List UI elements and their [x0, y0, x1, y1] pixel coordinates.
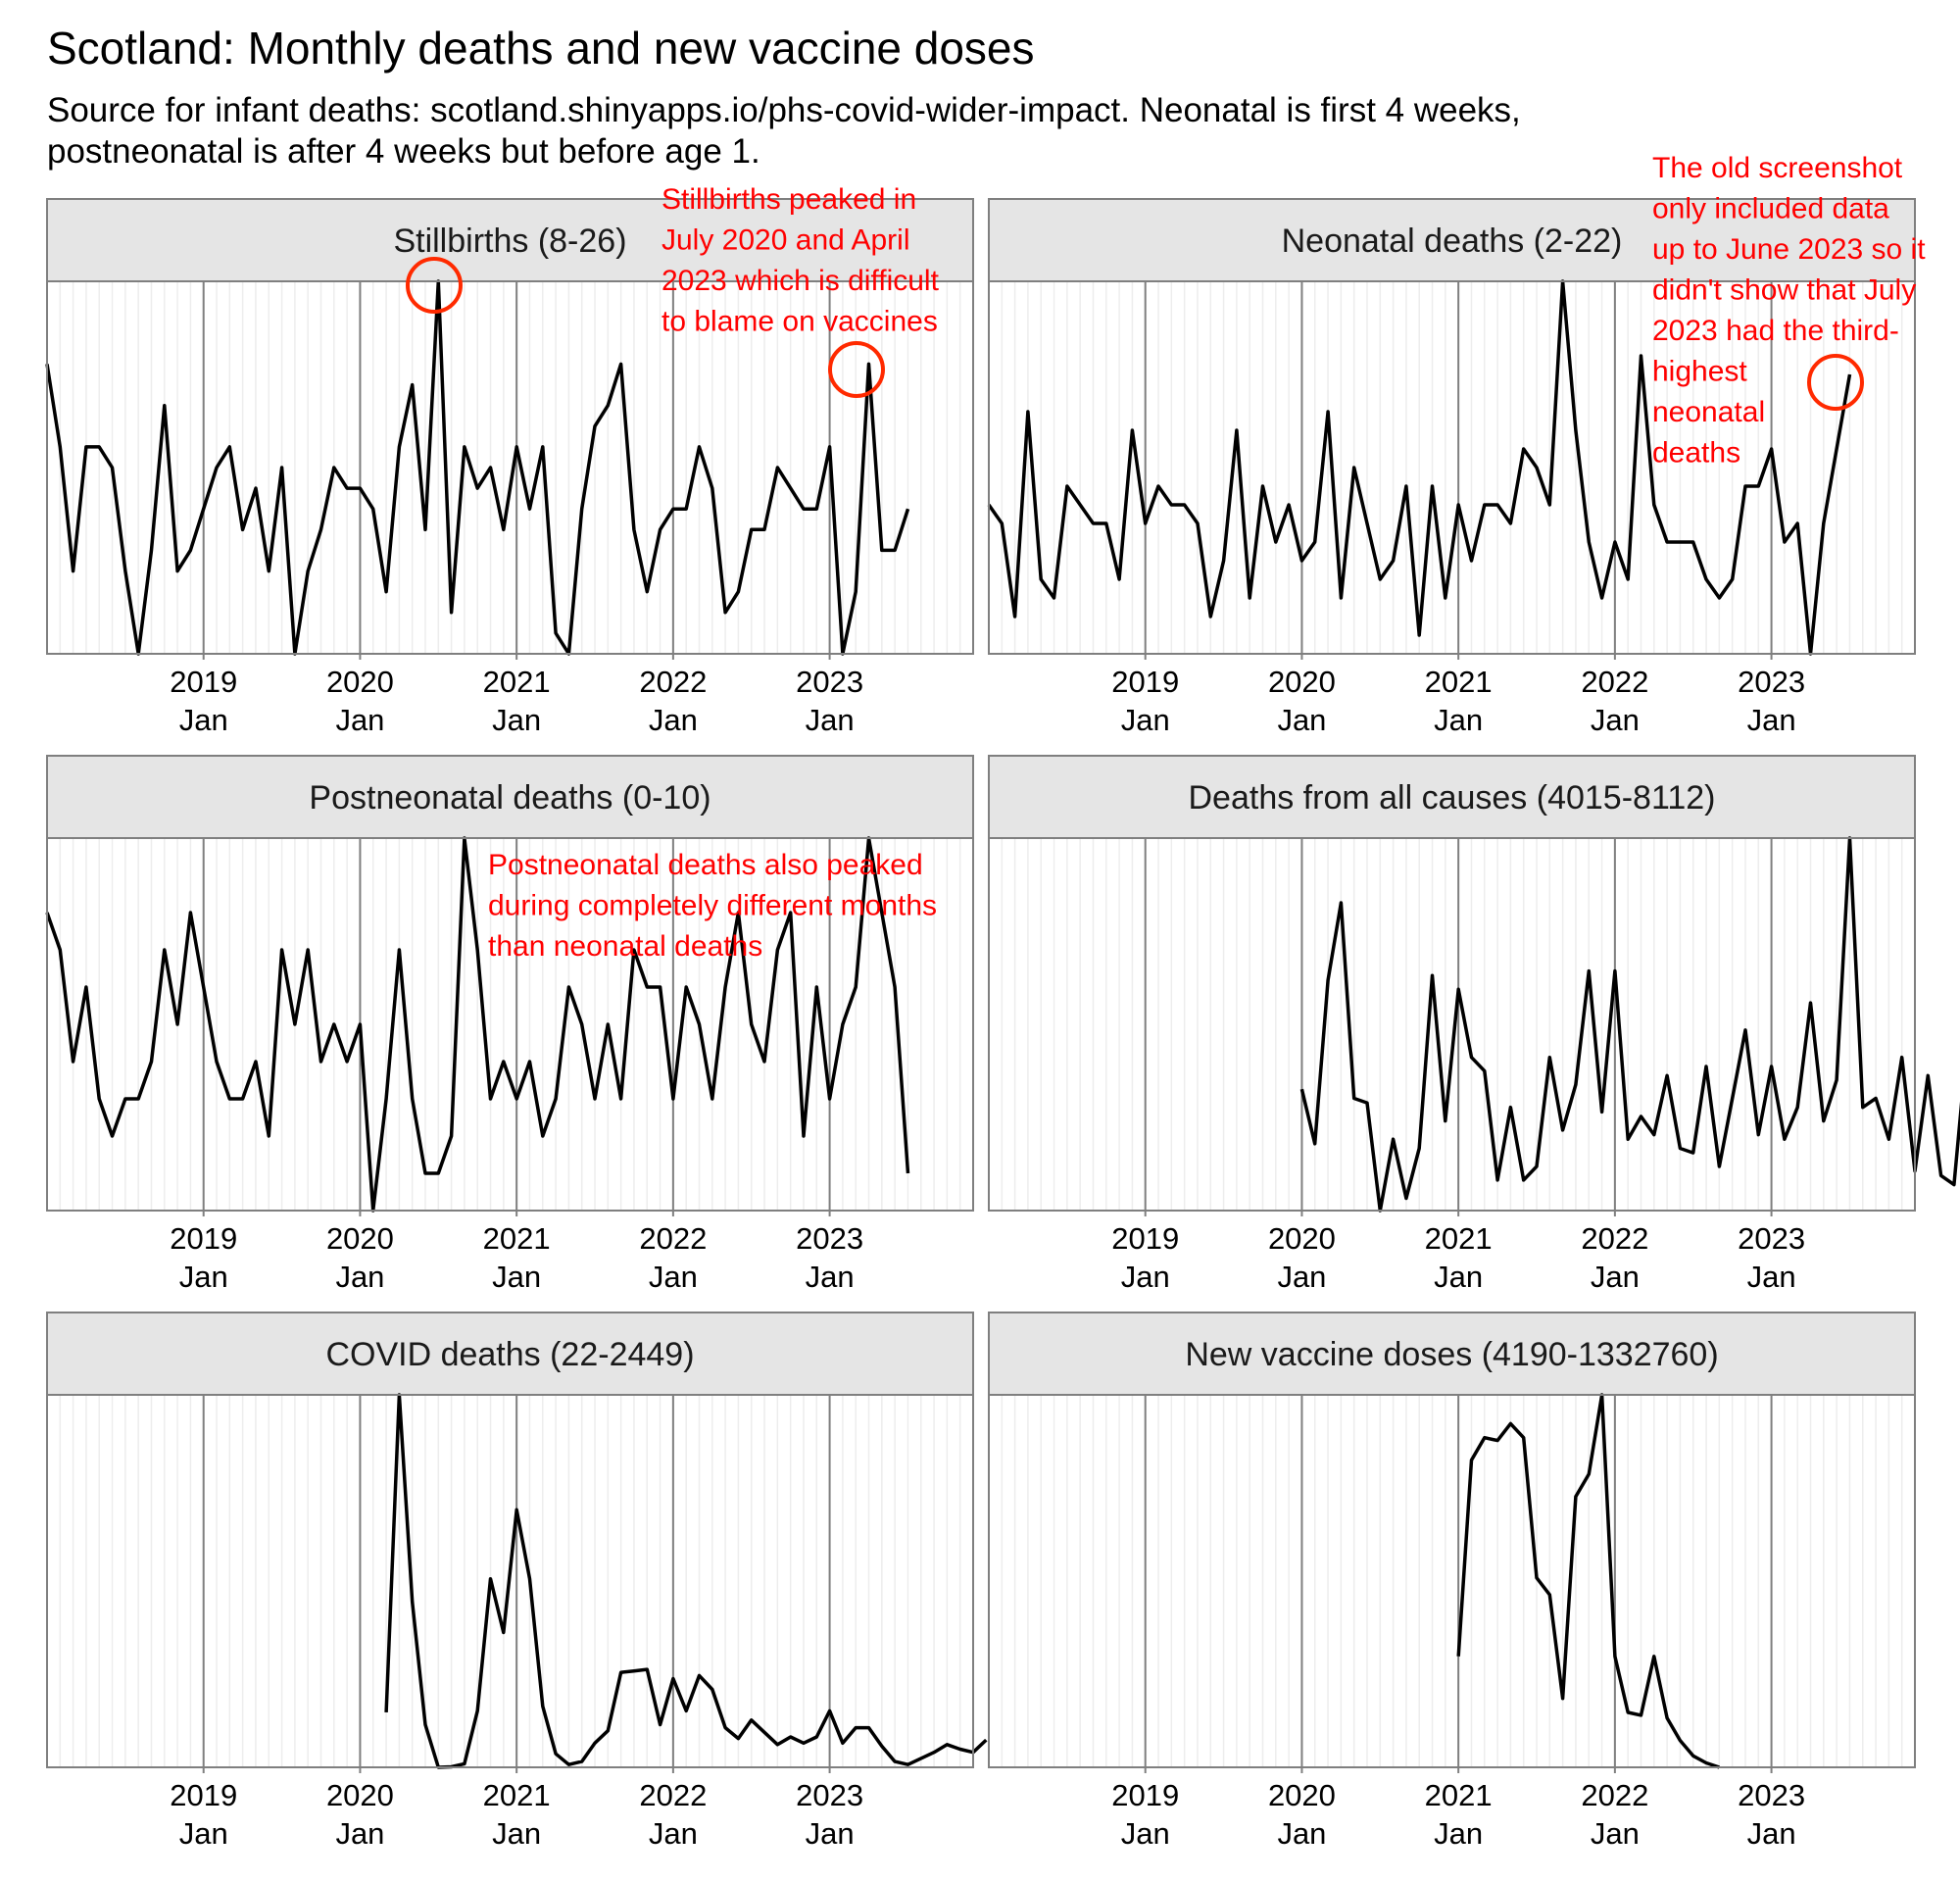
x-tick-label: Jan — [648, 1816, 698, 1851]
x-tick-label: 2023 — [1738, 1778, 1806, 1812]
x-tick-label: 2022 — [1581, 1778, 1649, 1812]
x-tick-label: Jan — [1746, 703, 1796, 737]
x-tick-label: 2019 — [1111, 1778, 1180, 1812]
annotation-text: 2023 had the third- — [1652, 315, 1899, 347]
x-tick-label: Jan — [1120, 1816, 1170, 1851]
annotation-text: up to June 2023 so it — [1652, 233, 1926, 266]
chart-title: Scotland: Monthly deaths and new vaccine doses — [47, 23, 1035, 74]
x-tick-label: Jan — [1434, 1260, 1484, 1294]
x-tick-label: 2022 — [639, 1778, 708, 1812]
x-tick-label: 2020 — [1267, 1221, 1336, 1256]
facet-label: Postneonatal deaths (0-10) — [309, 779, 711, 817]
subtitle-line: postneonatal is after 4 weeks but before age 1. — [47, 132, 760, 171]
x-tick-label: Jan — [648, 1260, 698, 1294]
x-tick-label: Jan — [492, 1816, 542, 1851]
annotation-text: July 2020 and April — [662, 223, 910, 257]
x-tick-label: Jan — [178, 1816, 228, 1851]
x-tick-label: Jan — [492, 1260, 542, 1294]
facet-panel — [47, 1312, 986, 1851]
x-tick-label: Jan — [1120, 703, 1170, 737]
x-tick-label: 2022 — [1581, 665, 1649, 699]
plot-background — [989, 1395, 1915, 1767]
x-tick-label: 2021 — [1424, 1778, 1493, 1812]
x-tick-label: 2022 — [639, 1221, 708, 1256]
x-tick-label: 2019 — [170, 665, 238, 699]
annotation-text: only included data — [1652, 192, 1889, 225]
x-tick-label: 2020 — [325, 665, 394, 699]
x-tick-label: 2022 — [1581, 1221, 1649, 1256]
x-tick-label: 2020 — [325, 1221, 394, 1256]
x-tick-label: 2023 — [796, 1778, 864, 1812]
x-tick-label: Jan — [178, 1260, 228, 1294]
x-tick-label: Jan — [335, 703, 385, 737]
facet-panel — [989, 1312, 1915, 1851]
facet-label: Neonatal deaths (2-22) — [1281, 223, 1623, 260]
x-tick-label: Jan — [805, 1260, 855, 1294]
x-tick-label: 2019 — [1111, 665, 1180, 699]
x-tick-label: 2021 — [482, 1778, 551, 1812]
annotation-text: during completely different months — [488, 889, 938, 922]
x-tick-label: Jan — [1434, 703, 1484, 737]
x-tick-label: Jan — [1590, 1816, 1640, 1851]
x-tick-label: Jan — [805, 1816, 855, 1851]
x-tick-label: Jan — [1746, 1816, 1796, 1851]
x-tick-label: Jan — [1277, 1816, 1327, 1851]
x-tick-label: 2021 — [482, 665, 551, 699]
x-tick-label: 2020 — [1267, 665, 1336, 699]
x-tick-label: Jan — [1590, 1260, 1640, 1294]
annotation-text: Postneonatal deaths also peaked — [488, 849, 923, 881]
x-tick-label: 2021 — [1424, 1221, 1493, 1256]
annotation-text: neonatal — [1652, 396, 1766, 428]
x-tick-label: Jan — [805, 703, 855, 737]
x-tick-label: Jan — [1746, 1260, 1796, 1294]
facet-label: New vaccine doses (4190-1332760) — [1185, 1336, 1719, 1373]
subtitle-line: Source for infant deaths: scotland.shinyapps.io/phs-covid-wider-impact. Neonatal is first 4 weeks, — [47, 91, 1521, 129]
annotation-text: than neonatal deaths — [488, 930, 763, 963]
facet-label: Stillbirths (8-26) — [393, 223, 627, 260]
x-tick-label: Jan — [1434, 1816, 1484, 1851]
x-tick-label: 2023 — [1738, 1221, 1806, 1256]
annotation-text: highest — [1652, 355, 1747, 388]
x-tick-label: Jan — [1277, 703, 1327, 737]
x-tick-label: 2023 — [796, 1221, 864, 1256]
facet-panel — [47, 756, 973, 1294]
annotation-text: deaths — [1652, 436, 1741, 470]
x-tick-label: Jan — [1590, 703, 1640, 737]
x-tick-label: Jan — [335, 1260, 385, 1294]
x-tick-label: Jan — [492, 703, 542, 737]
x-tick-label: Jan — [335, 1816, 385, 1851]
x-tick-label: 2022 — [639, 665, 708, 699]
annotation-text: Stillbirths peaked in — [662, 183, 917, 216]
annotation-text: didn't show that July — [1652, 273, 1917, 307]
plot-background — [989, 838, 1915, 1211]
x-tick-label: 2019 — [1111, 1221, 1180, 1256]
x-tick-label: 2020 — [1267, 1778, 1336, 1812]
facet-label: Deaths from all causes (4015-8112) — [1188, 779, 1716, 817]
x-tick-label: Jan — [648, 703, 698, 737]
x-tick-label: Jan — [1120, 1260, 1170, 1294]
x-tick-label: 2020 — [325, 1778, 394, 1812]
x-tick-label: Jan — [1277, 1260, 1327, 1294]
x-tick-label: 2021 — [482, 1221, 551, 1256]
x-tick-label: 2023 — [796, 665, 864, 699]
facet-label: COVID deaths (22-2449) — [325, 1336, 695, 1373]
x-tick-label: 2023 — [1738, 665, 1806, 699]
x-tick-label: 2021 — [1424, 665, 1493, 699]
annotation-text: The old screenshot — [1652, 152, 1903, 184]
x-tick-label: 2019 — [170, 1221, 238, 1256]
annotation-text: to blame on vaccines — [662, 305, 938, 338]
facet-panel — [989, 756, 1960, 1294]
annotation-text: 2023 which is difficult — [662, 265, 939, 297]
x-tick-label: 2019 — [170, 1778, 238, 1812]
x-tick-label: Jan — [178, 703, 228, 737]
